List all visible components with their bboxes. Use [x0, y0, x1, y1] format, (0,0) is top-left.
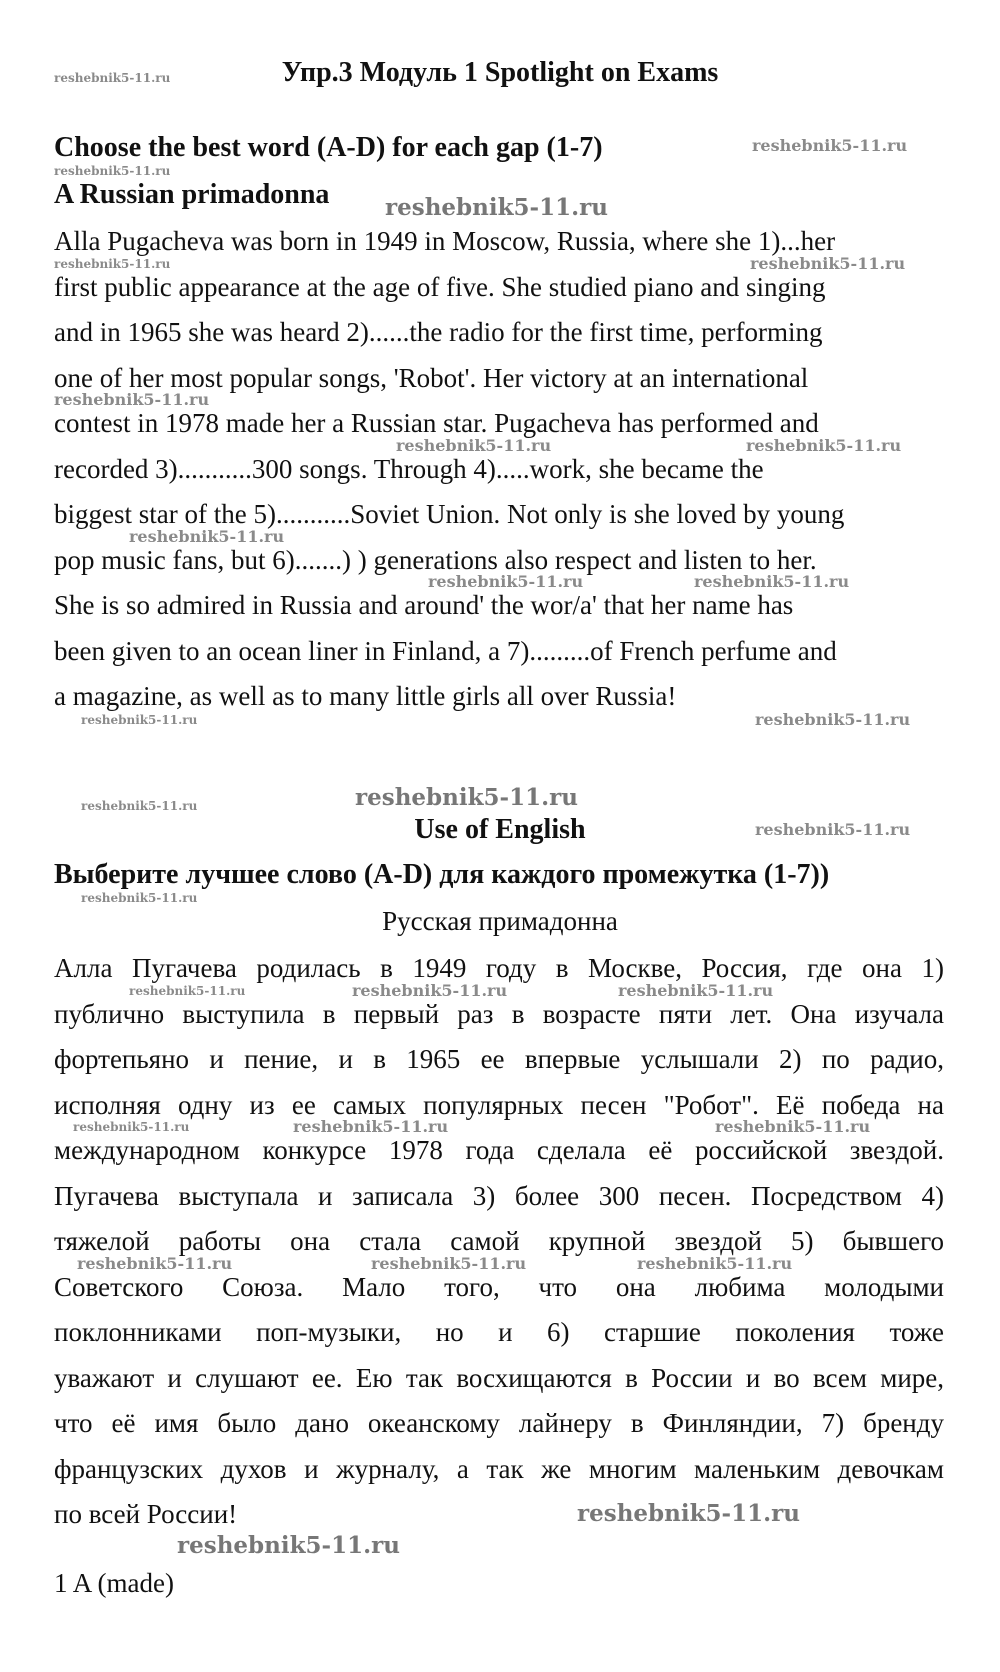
section-title-text: Use of English [414, 814, 586, 845]
passage-line: a magazine, as well as to many little girls all over Russia! [54, 681, 677, 711]
answer-text: 1 A (made) [54, 1568, 174, 1598]
passage-line: исполняя одну из ее самых популярных песен "Робот". Её победа на [54, 1089, 944, 1120]
passage-line: She is so admired in Russia and around' the wor/a' that her name has [54, 590, 794, 620]
passage-line: Алла Пугачева родилась в 1949 году в Москве, Россия, где она 1) [54, 953, 944, 983]
passage-line: pop music fans, but 6).......) ) generations also respect and listen to her. [54, 544, 817, 575]
russian-heading-text: Русская примадонна [382, 906, 618, 936]
watermark: reshebnik5-11.ru [54, 390, 210, 409]
watermark: reshebnik5-11.ru [129, 984, 246, 998]
passage-line: по всей России! [54, 1499, 238, 1529]
watermark: reshebnik5-11.ru [577, 1500, 800, 1527]
english-heading: A Russian primadonna [54, 179, 330, 210]
watermark: reshebnik5-11.ru [755, 710, 911, 729]
passage-line: one of her most popular songs, 'Robot'. Her victory at an international [54, 362, 809, 393]
passage-line: recorded 3)...........300 songs. Through 4).....work, she became the [54, 453, 764, 484]
watermark: reshebnik5-11.ru [618, 981, 774, 1000]
watermark: reshebnik5-11.ru [385, 194, 608, 221]
page-title-text: Упр.3 Модуль 1 Spotlight on Exams [281, 57, 719, 88]
passage-line: contest in 1978 made her a Russian star. Pugacheva has performed and [54, 408, 819, 438]
passage-line: first public appearance at the age of five. She studied piano and singing [54, 271, 826, 302]
watermark: reshebnik5-11.ru [715, 1117, 871, 1136]
watermark: reshebnik5-11.ru [396, 436, 552, 455]
watermark: reshebnik5-11.ru [355, 784, 578, 811]
passage-line: been given to an ocean liner in Finland, a 7).........of French perfume and [54, 635, 837, 666]
watermark: reshebnik5-11.ru [371, 1254, 527, 1273]
passage-line: публично выступила в первый раз в возрасте пяти лет. Она изучала [54, 998, 944, 1029]
watermark: reshebnik5-11.ru [750, 254, 906, 273]
passage-line: biggest star of the 5)...........Soviet Union. Not only is she loved by young [54, 499, 845, 529]
russian-instruction: Выберите лучшее слово (A-D) для каждого промежутка (1-7)) [54, 859, 830, 890]
passage-line: фортепьяно и пение, и в 1965 ее впервые услышали 2) по радио, [54, 1044, 944, 1074]
passage-line: тяжелой работы она стала самой крупной звездой 5) бывшего [54, 1226, 944, 1256]
passage-line: Alla Pugacheva was born in 1949 in Moscow, Russia, where she 1)...her [54, 226, 836, 256]
watermark: reshebnik5-11.ru [177, 1532, 400, 1559]
passage-line: уважают и слушают ее. Ею так восхищаются в России и во всем мире, [54, 1362, 944, 1393]
passage-line: международном конкурсе 1978 года сделала её российской звездой. [54, 1135, 944, 1165]
passage-line: что её имя было дано океанскому лайнеру в Финляндии, 7) бренду [54, 1408, 944, 1438]
watermark: reshebnik5-11.ru [81, 799, 198, 813]
russian-heading [0, 906, 1000, 936]
watermark: reshebnik5-11.ru [637, 1254, 793, 1273]
watermark: reshebnik5-11.ru [54, 257, 171, 271]
passage-line: and in 1965 she was heard 2)......the radio for the first time, performing [54, 317, 823, 347]
watermark: reshebnik5-11.ru [293, 1117, 449, 1136]
watermark: reshebnik5-11.ru [81, 891, 198, 905]
watermark: reshebnik5-11.ru [428, 572, 584, 591]
english-instruction: Choose the best word (A-D) for each gap (1-7) [54, 132, 603, 163]
passage-line: Советского Союза. Мало того, что она любима молодыми [54, 1271, 944, 1302]
passage-line: Пугачева выступала и записала 3) более 300 песен. Посредством 4) [54, 1180, 944, 1211]
watermark: reshebnik5-11.ru [755, 820, 911, 839]
watermark: reshebnik5-11.ru [54, 71, 171, 85]
watermark: reshebnik5-11.ru [81, 713, 198, 727]
watermark: reshebnik5-11.ru [129, 527, 285, 546]
watermark: reshebnik5-11.ru [352, 981, 508, 1000]
watermark: reshebnik5-11.ru [73, 1120, 190, 1134]
passage-line: поклонниками поп-музыки, но и 6) старшие поколения тоже [54, 1317, 944, 1347]
watermark: reshebnik5-11.ru [77, 1254, 233, 1273]
watermark: reshebnik5-11.ru [694, 572, 850, 591]
watermark: reshebnik5-11.ru [54, 164, 171, 178]
watermark: reshebnik5-11.ru [746, 436, 902, 455]
watermark: reshebnik5-11.ru [752, 136, 908, 155]
passage-line: французских духов и журналу, а так же многим маленьким девочкам [54, 1453, 944, 1484]
